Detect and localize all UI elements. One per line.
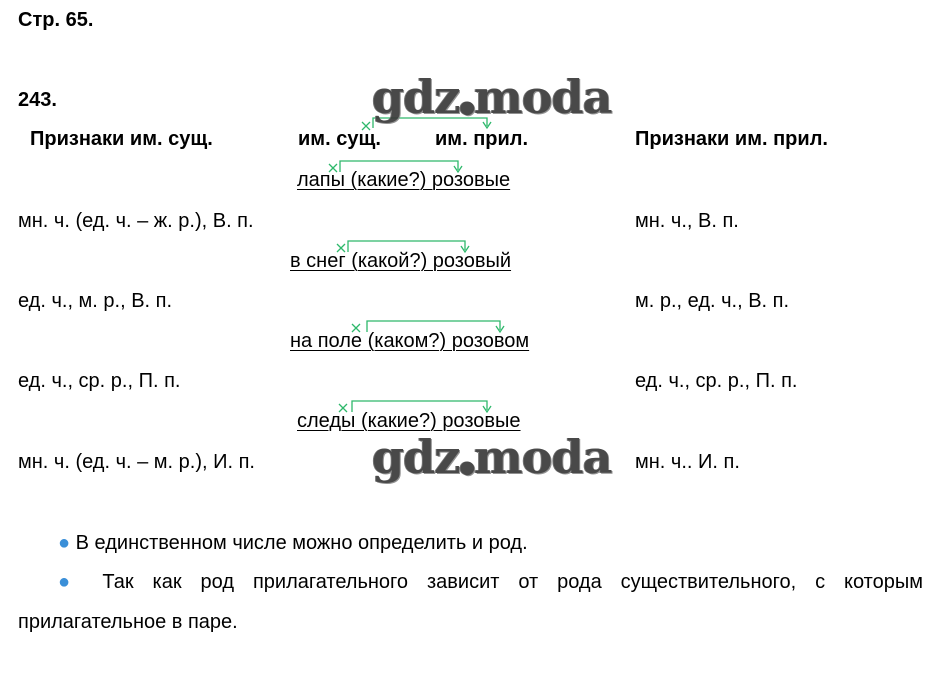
adj-features: мн. ч., В. п.: [635, 210, 739, 232]
watermark-logo: gdz●moda: [372, 70, 612, 124]
noun-features: ед. ч., м. р., В. п.: [18, 290, 173, 312]
noun-features: ед. ч., ср. р., П. п.: [18, 370, 181, 392]
header-noun-features: Признаки им. сущ.: [30, 128, 213, 150]
watermark-logo: gdz●moda: [372, 430, 612, 484]
x-mark-icon: [362, 122, 370, 130]
bullet-icon: ●: [58, 571, 84, 593]
adj-features: мн. ч.. И. п.: [635, 451, 740, 473]
syntax-arrow-icon: [339, 401, 491, 412]
page-label: Стр. 65.: [18, 9, 94, 31]
x-mark-icon: [339, 404, 347, 412]
noun-features: мн. ч. (ед. ч. – м. р.), И. п.: [18, 451, 255, 473]
noun-features: мн. ч. (ед. ч. – ж. р.), В. п.: [18, 210, 254, 232]
word-pair: в снег (какой?) розовый: [290, 250, 512, 272]
note-text: В единственном числе можно определить и род.: [75, 532, 528, 554]
x-mark-icon: [337, 244, 345, 252]
exercise-number: 243.: [18, 89, 57, 111]
header-noun: им. сущ.: [298, 128, 381, 150]
bullet-icon: ●: [58, 532, 71, 554]
x-mark-icon: [329, 164, 337, 172]
note-item: [58, 533, 528, 553]
note-text: Так как род прилагательного зависит от рода существительного, с которым прилагательное в паре.: [18, 571, 923, 633]
syntax-arrow-icon: [337, 241, 469, 252]
header-adj-features: Признаки им. прил.: [635, 128, 828, 150]
adj-features: м. р., ед. ч., В. п.: [635, 290, 790, 312]
x-mark-icon: [352, 324, 360, 332]
word-pair: лапы (какие?) розовые: [297, 169, 511, 191]
syntax-arrow-icon: [352, 321, 504, 332]
adj-features: ед. ч., ср. р., П. п.: [635, 370, 798, 392]
syntax-arrow-icon: [329, 161, 462, 172]
word-pair: следы (какие?) розовые: [297, 410, 521, 432]
header-adjective: им. прил.: [435, 128, 529, 150]
word-pair: на поле (каком?) розовом: [290, 330, 530, 352]
note-item: [18, 562, 923, 642]
